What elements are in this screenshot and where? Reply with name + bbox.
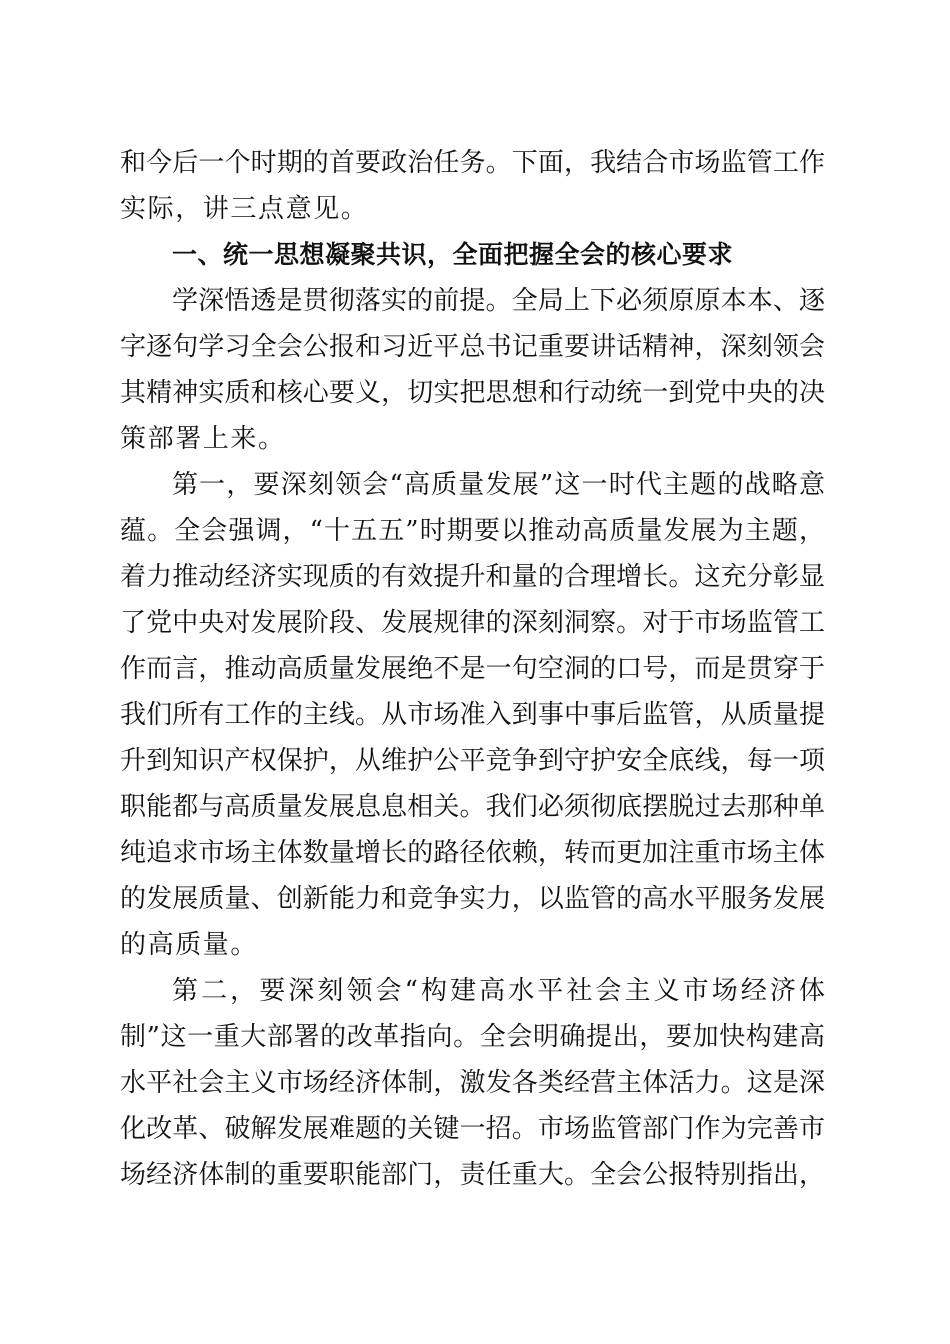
text-line: 升到知识产权保护，从维护公平竞争到守护安全底线，每一项 bbox=[120, 746, 825, 776]
text-line: 其精神实质和核心要义，切实把思想和行动统一到党中央的决 bbox=[120, 378, 825, 408]
text-line: 着力推动经济实现质的有效提升和量的合理增长。这充分彰显 bbox=[120, 562, 825, 592]
text-line: 职能都与高质量发展息息相关。我们必须彻底摆脱过去那种单 bbox=[120, 792, 825, 822]
text-line: 了党中央对发展阶段、发展规律的深刻洞察。对于市场监管工 bbox=[120, 608, 825, 638]
section-heading: 一、统一思想凝聚共识，全面把握全会的核心要求 bbox=[172, 240, 734, 269]
text-line: 场经济体制的重要职能部门，责任重大。全会公报特别指出， bbox=[120, 1160, 825, 1190]
text-line: 蕴。全会强调，“十五五”时期要以推动高质量发展为主题， bbox=[120, 516, 825, 546]
text-line: 的高质量。 bbox=[120, 930, 259, 960]
text-line: 学深悟透是贯彻落实的前提。全局上下必须原原本本、逐 bbox=[172, 286, 825, 316]
text-line: 制”这一重大部署的改革指向。全会明确提出，要加快构建高 bbox=[120, 1022, 825, 1052]
text-line: 的发展质量、创新能力和竞争实力，以监管的高水平服务发展 bbox=[120, 884, 825, 914]
text-line: 化改革、破解发展难题的关键一招。市场监管部门作为完善市 bbox=[120, 1114, 825, 1144]
text-line: 我们所有工作的主线。从市场准入到事中事后监管，从质量提 bbox=[120, 700, 825, 730]
text-line: 字逐句学习全会公报和习近平总书记重要讲话精神，深刻领会 bbox=[120, 332, 825, 362]
text-line: 实际，讲三点意见。 bbox=[120, 194, 369, 224]
text-line: 水平社会主义市场经济体制，激发各类经营主体活力。这是深 bbox=[120, 1068, 825, 1098]
text-line: 第二，要深刻领会“构建高水平社会主义市场经济体 bbox=[172, 976, 825, 1006]
text-line: 和今后一个时期的首要政治任务。下面，我结合市场监管工作 bbox=[120, 148, 825, 178]
text-line: 纯追求市场主体数量增长的路径依赖，转而更加注重市场主体 bbox=[120, 838, 825, 868]
text-line: 第一，要深刻领会“高质量发展”这一时代主题的战略意 bbox=[172, 470, 825, 500]
text-line: 策部署上来。 bbox=[120, 424, 286, 454]
text-line: 作而言，推动高质量发展绝不是一句空洞的口号，而是贯穿于 bbox=[120, 654, 825, 684]
